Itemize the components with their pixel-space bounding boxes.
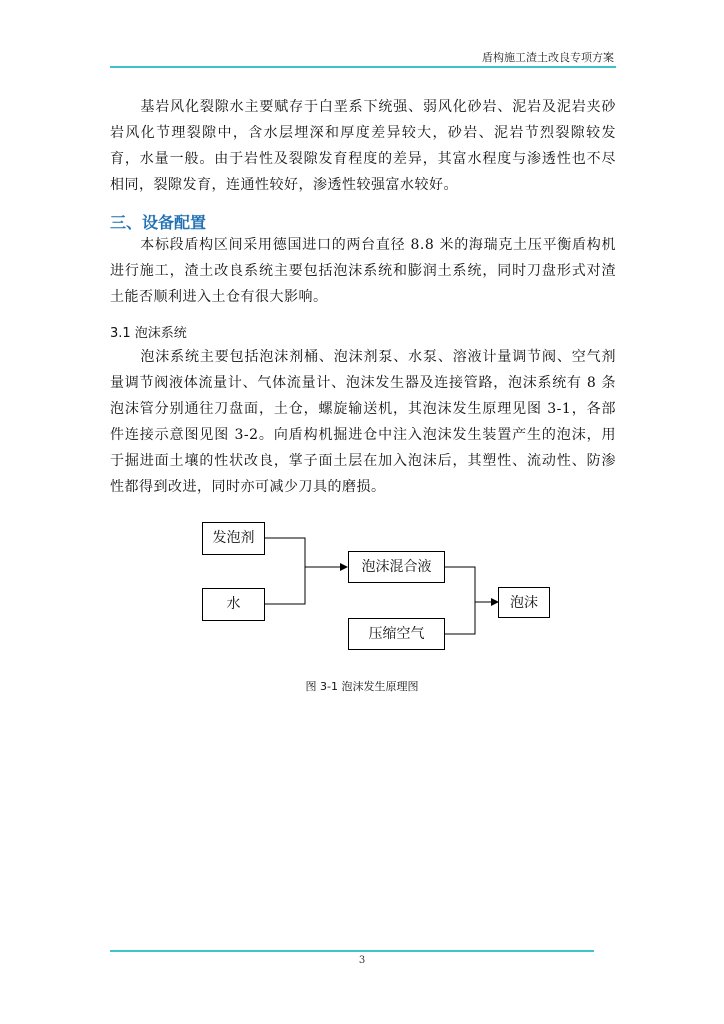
connector-compressed-air bbox=[445, 602, 475, 634]
connector-foaming-agent bbox=[265, 538, 305, 567]
page-number: 3 bbox=[358, 955, 366, 966]
subsection-title: 3.1 泡沫系统 bbox=[110, 326, 187, 341]
box-foaming-agent: 发泡剂 bbox=[202, 522, 265, 555]
section-title: 三、设备配置 bbox=[110, 213, 207, 232]
connector-water bbox=[265, 567, 305, 604]
box-water: 水 bbox=[202, 588, 265, 621]
header-title: 盾构施工渣土改良专项方案 bbox=[482, 51, 614, 64]
box-foam: 泡沫 bbox=[498, 587, 550, 618]
paragraph-equipment-text: 本标段盾构区间采用德国进口的两台直径 8.8 米的海瑞克土压平衡盾构机进行施工，渣土改良系统主要包括泡沫系统和膨润土系统，同时刀盘形式对渣土能否顺利进入土仓有很大影响。 bbox=[110, 237, 616, 305]
footer-divider bbox=[110, 950, 594, 952]
paragraph-foam-system-text: 泡沫系统主要包括泡沫剂桶、泡沫剂泵、水泵、溶液计量调节阀、空气剂量调节阀液体流量计、气体流量计、泡沫发生器及连接管路，泡沫系统有 8 条泡沫管分别通往刀盘面，土仓，螺旋输送机，其泡沫发生原理见图 3-1，各部件连接示意图见图 3-2。向盾构机掘进仓中注入泡沫发生装置产生的泡沫，用于掘进面土壤的性状改良，掌子面土层在加入泡沫后，其塑性、流动性、防渗性都得到改进，同时亦可减少刀具的磨损。 bbox=[110, 349, 616, 495]
box-foam-mixture: 泡沫混合液 bbox=[348, 551, 445, 583]
figure-caption: 图 3-1 泡沫发生原理图 bbox=[305, 680, 419, 693]
paragraph-groundwater-text: 基岩风化裂隙水主要赋存于白垩系下统强、弱风化砂岩、泥岩及泥岩夹砂岩风化节理裂隙中，含水层埋深和厚度差异较大，砂岩、泥岩节烈裂隙较发育，水量一般。由于岩性及裂隙发育程度的差异，其富水程度与渗透性也不尽相同，裂隙发育，连通性较好，渗透性较强富水较好。 bbox=[110, 99, 616, 193]
box-compressed-air: 压缩空气 bbox=[348, 618, 445, 650]
connector-mixture bbox=[445, 567, 475, 602]
